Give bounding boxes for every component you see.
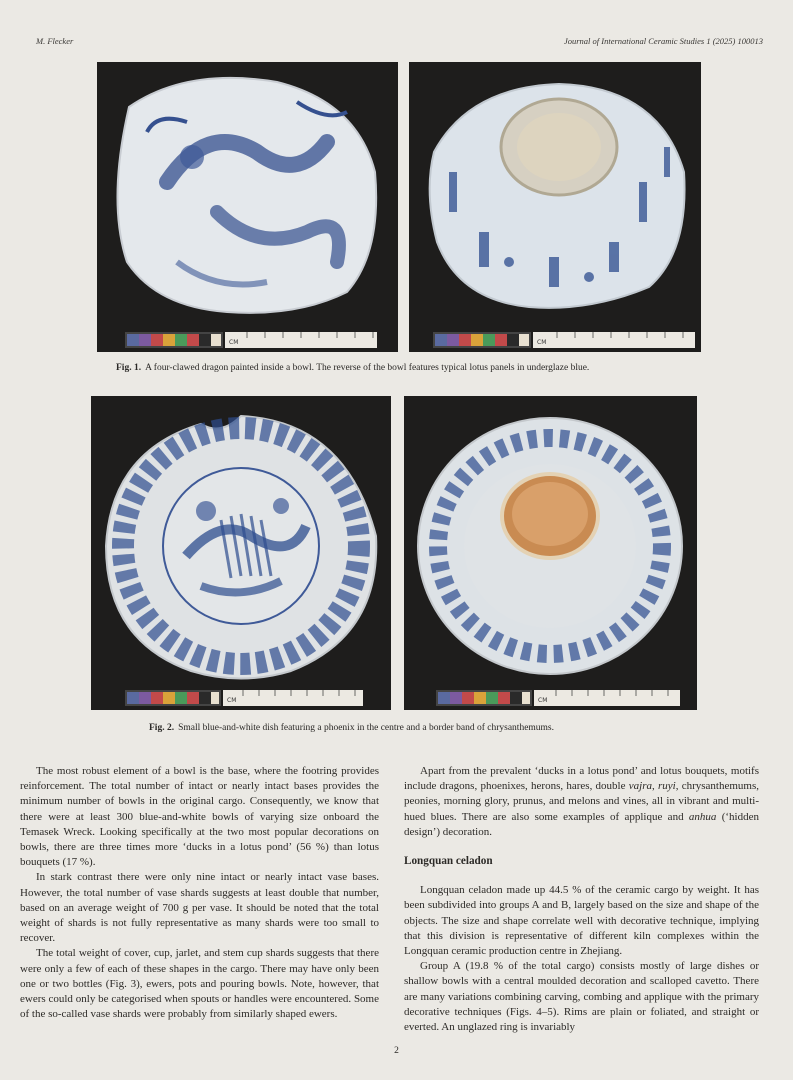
dragon-bowl-image [97,62,398,352]
svg-text:CM: CM [227,697,237,704]
left-paragraph-2: In stark contrast there were only nine intact or nearly intact vase bases. However, the total number of vase shards suggests at least double that number, based on an average weight of 700 g per vase. It should be noted that the total weight of shards is not fully representative as many shards were too small to recover. [20,871,379,945]
section-heading-longquan: Longquan celadon [404,855,493,868]
fig1-caption [116,363,589,373]
svg-text:CM: CM [538,697,548,704]
fig1-photo-dragon-bowl [97,62,398,352]
right-text-column [404,764,759,1035]
svg-text:CM: CM [537,339,547,346]
fig2-photo-dish-reverse [404,396,697,710]
fig2-photo-phoenix-dish [91,396,391,710]
fig1-label: Fig. 1. [116,363,142,373]
phoenix-dish-image [91,396,391,710]
dish-reverse-image [404,396,697,710]
left-paragraph-1: The most robust element of a bowl is the base, where the footring provides reinforcement. The total number of intact or nearly intact bases provides the minimum number of bowls in the original cargo. Consequently, we know that there were at least 300 blue-and-white bowls of varying size onboard the Temasek Wreck. Looking specifically at the two most popular decorations on bowls, there are three times more ‘ducks in a lotus pond’ (56 %) than lotus bouquets (17 %). [20,765,379,869]
left-paragraph-3: The total weight of cover, cup, jarlet, and stem cup shards suggests that there were only a few of each of these shapes in the cargo. There may have only been one or two bottles (Fig. 3), ewers, pots and pouring bowls. Note, however, that ewers could only be categorised when spouts or handles were encountered. Some of the so-called vase shards were probably from similarly shaped ewers. [20,947,379,1021]
svg-text:CM: CM [229,339,239,346]
running-journal: Journal of International Ceramic Studies 1 (2025) 100013 [563,36,763,46]
page-number: 2 [394,1046,399,1056]
fig2-caption [149,723,554,733]
right-paragraph-1: Apart from the prevalent ‘ducks in a lotus pond’ and lotus bouquets, motifs include dragons, phoenixes, herons, hares, double vajra, ruyi, chrysanthemums, peonies, morning glory, prunus, and melons and vines, all in vibrant and multi-hued blues. There are also some examples of applique and anhua (‘hidden design’) decoration. [404,765,760,838]
fig1-photo-bowl-reverse [409,62,701,352]
left-text-column [20,764,379,1022]
bowl-reverse-image [409,62,701,352]
fig2-caption-text: Small blue-and-white dish featuring a phoenix in the centre and a border band of chrysanthemums. [178,723,555,733]
right-paragraph-2: Longquan celadon made up 44.5 % of the ceramic cargo by weight. It has been subdivided into groups A and B, largely based on the size and shape of the objects. The size and shape correlate well with decorative technique, implying that this division is representative of different kiln complexes within the Longquan ceramic production centre in Zhejiang. [404,884,759,958]
fig2-label: Fig. 2. [149,723,175,733]
right-paragraph-3: Group A (19.8 % of the total cargo) consists mostly of large dishes or shallow bowls with a central moulded decoration and scalloped cavetto. There are many variations combining carving, combing and applique with the primary decorative techniques (Figs. 4–5). Rims are plain or foliated, and straight or everted. An unglazed ring is invariably [404,960,759,1034]
running-author: M. Flecker [36,36,74,46]
fig1-caption-text: A four-clawed dragon painted inside a bowl. The reverse of the bowl features typical lotus panels in underglaze blue. [145,363,590,373]
